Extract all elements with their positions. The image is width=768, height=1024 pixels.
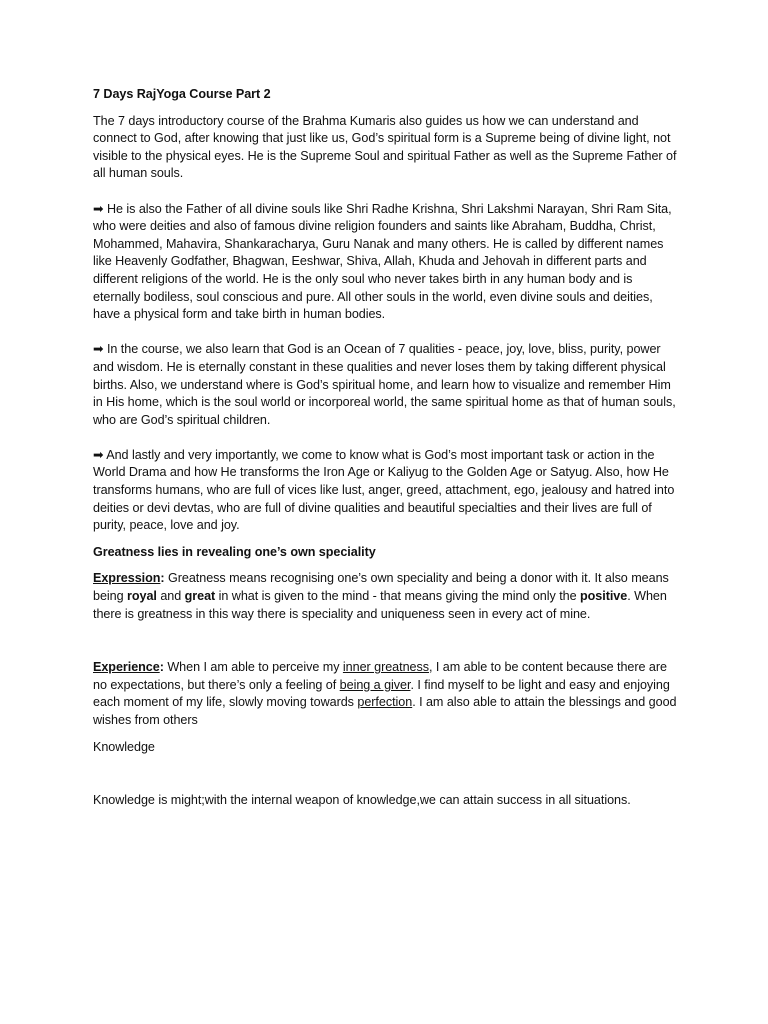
spacer: [93, 623, 678, 659]
point-paragraph-3: ➡ And lastly and very importantly, we come to know what is God’s most important task or action in the World Drama and how He transforms the Iron Age or Kaliyug to the Golden Age or Satyug. Also, how He transforms humans, who are full of vices like lust, anger, greed, attachment, ego, jealousy and hatred into deities or devi devtas, who are full of divine qualities and beautiful specialties and their lives are full of purity, peace, love and joy.: [93, 447, 675, 533]
expression-text-4: . When there is greatness in this way there is speciality and uniqueness seen in every act of mine.: [93, 589, 667, 621]
expression-bold-great: great: [184, 589, 216, 604]
expression-text-3: in what is given to the mind - that means giving the mind only the: [215, 589, 581, 604]
point-paragraph-2: ➡ In the course, we also learn that God is an Ocean of 7 qualities - peace, joy, love, bliss, purity, power and wisdom. He is eternally constant in these qualities and never loses them by taking different physical births. Also, we understand where is God’s spiritual home, and learn how to visualize and remember Him in His home, which is the soul world or incorporeal world, the same spiritual home as that of human souls, who are God’s spiritual children.: [93, 342, 676, 427]
experience-underline-perfection: perfection: [357, 695, 413, 710]
experience-underline-inner-greatness: inner greatness: [342, 660, 429, 675]
experience-paragraph: [93, 659, 678, 729]
spacer: [93, 756, 678, 792]
knowledge-paragraph: Knowledge is might;with the internal weapon of knowledge,we can attain success in all situations.: [93, 793, 631, 808]
expression-text-2: and: [156, 589, 185, 604]
expression-bold-royal: royal: [127, 589, 157, 604]
experience-underline-being-a-giver: being a giver: [339, 677, 411, 692]
experience-text-4: . I am also able to attain the blessings and good wishes from others: [93, 695, 677, 727]
intro-paragraph: The 7 days introductory course of the Brahma Kumaris also guides us how we can understand and connect to God, after knowing that just like us, God’s spiritual form is a Supreme being of divine light, not visible to the physical eyes. He is the Supreme Soul and spiritual Father as well as the Supreme Father of all human souls.: [93, 113, 677, 181]
expression-label: Expression: [93, 571, 161, 586]
expression-text-1: Greatness means recognising one’s own speciality and being a donor with it. It also means being: [93, 571, 669, 604]
section-heading: Greatness lies in revealing one’s own speciality: [93, 544, 376, 559]
expression-paragraph: [93, 570, 678, 623]
experience-colon: :: [159, 660, 164, 675]
expression-bold-positive: positive: [580, 589, 628, 604]
experience-text-2: , I am able to be content because there are no expectations, but there’s only a feeling of: [93, 660, 667, 692]
experience-text-3: . I find myself to be light and easy and enjoying each moment of my life, slowly moving towards: [93, 677, 670, 710]
experience-label: Experience: [93, 660, 160, 675]
point-paragraph-1: ➡ He is also the Father of all divine souls like Shri Radhe Krishna, Shri Lakshmi Narayan, Shri Ram Sita, who were deities and also of famous divine religion founders and saints like Abraham, Buddha, Christ, Mohammed, Mahavira, Shankaracharya, Guru Nanak and many others. He is called by different names like Heavenly Godfather, Bhagwan, Eeshwar, Shiva, Allah, Khuda and Jehovah in different parts and different religions of the world. He is the only soul who never takes birth in any human body and is eternally bodiless, soul conscious and pure. All other souls in the world, even divine souls and deities, have a physical form and take birth in human bodies.: [93, 201, 672, 322]
document-page: [93, 86, 678, 810]
experience-text-1: When I am able to perceive my: [163, 660, 343, 675]
document-title: 7 Days RajYoga Course Part 2: [93, 87, 271, 101]
knowledge-label: Knowledge: [93, 739, 155, 754]
expression-colon: :: [160, 571, 165, 586]
